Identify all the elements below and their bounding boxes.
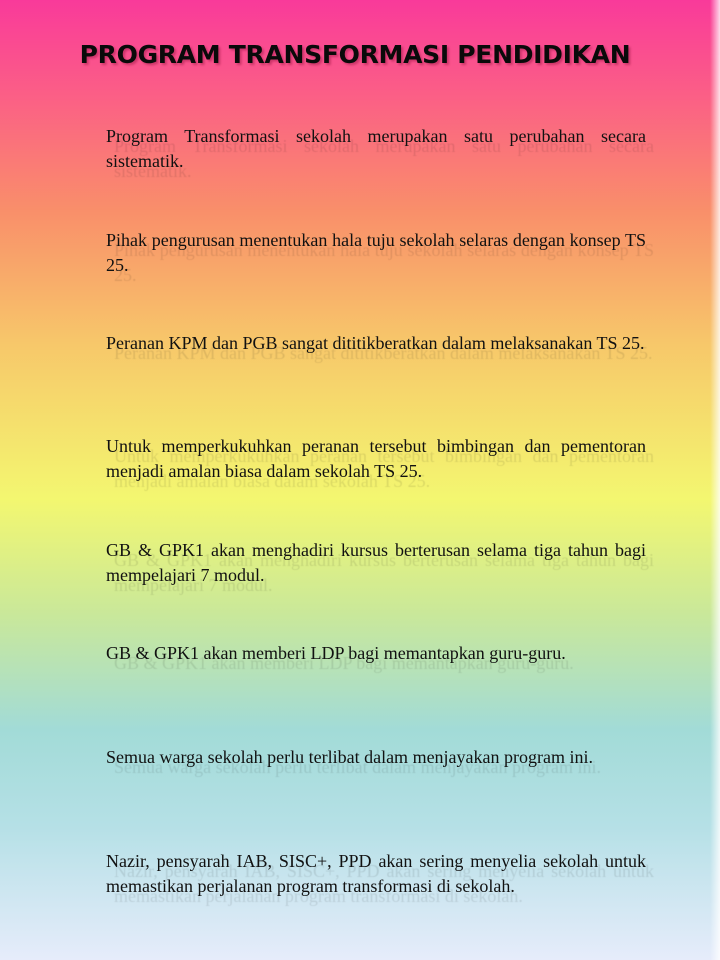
paragraph-3: Peranan KPM dan PGB sangat dititikberatkan dalam melaksanakan TS 25. — [106, 333, 645, 353]
paragraph-7: Semua warga sekolah perlu terlibat dalam menjayakan program ini. — [106, 747, 594, 767]
page-title: PROGRAM TRANSFORMASI PENDIDIKAN — [79, 40, 631, 69]
paragraph-5: GB & GPK1 akan menghadiri kursus berterusan selama tiga tahun bagi mempelajari 7 modul. — [106, 540, 646, 585]
right-edge-shadow — [710, 0, 720, 960]
paragraph-2: Pihak pengurusan menentukan hala tuju sekolah selaras dengan konsep TS 25. — [106, 230, 646, 275]
paragraph-1: Program Transformasi sekolah merupakan satu perubahan secara sistematik. — [106, 126, 646, 171]
paragraph-8: Nazir, pensyarah IAB, SISC+, PPD akan sering menyelia sekolah untuk memastikan perjalanan program transformasi di sekolah. — [106, 851, 646, 896]
paragraph-4: Untuk memperkukuhkan peranan tersebut bimbingan dan pementoran menjadi amalan biasa dalam sekolah TS 25. — [106, 436, 646, 481]
paragraph-6: GB & GPK1 akan memberi LDP bagi memantapkan guru-guru. — [106, 643, 566, 663]
